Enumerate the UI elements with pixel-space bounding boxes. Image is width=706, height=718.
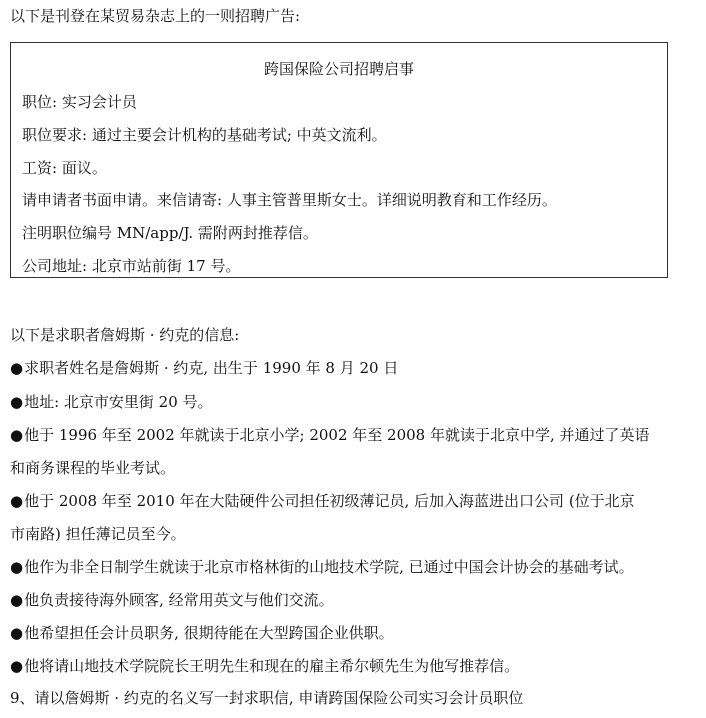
applicant-item-goal: ● 他希望担任会计员职务, 很期待能在大型跨国企业供职。 (10, 623, 394, 643)
applicant-intro: 以下是求职者詹姆斯 · 约克的信息: (10, 326, 240, 344)
ad-line-salary: 工资: 面议。 (22, 159, 107, 177)
applicant-item-references: ● 他将请山地技术学院院长王明先生和现在的雇主希尔顿先生为他写推荐信。 (10, 656, 519, 676)
applicant-item-education-cont: 和商务课程的毕业考试。 (10, 459, 176, 477)
ad-line-address: 公司地址: 北京市站前街 17 号。 (22, 257, 241, 275)
applicant-item-work-cont: 市南路) 担任薄记员至今。 (10, 525, 186, 543)
ad-line-reference: 注明职位编号 MN/app/J. 需附两封推荐信。 (22, 224, 318, 242)
ad-line-requirements: 职位要求: 通过主要会计机构的基础考试; 中英文流利。 (22, 126, 387, 144)
applicant-item-customers: ● 他负责接待海外顾客, 经常用英文与他们交流。 (10, 590, 334, 610)
job-advertisement-box (10, 42, 668, 278)
applicant-item-education: ● 他于 1996 年至 2002 年就读于北京小学; 2002 年至 2008 年就读于北京中学, 并通过了英语 (10, 425, 650, 445)
ad-line-position: 职位: 实习会计员 (22, 93, 137, 111)
applicant-item-name: ● 求职者姓名是詹姆斯 · 约克, 出生于 1990 年 8 月 20 日 (10, 358, 398, 378)
ad-line-apply: 请申请者书面申请。来信请寄: 人事主管普里斯女士。详细说明教育和工作经历。 (22, 191, 557, 209)
applicant-item-work: ● 他于 2008 年至 2010 年在大陆硬件公司担任初级薄记员, 后加入海蓝进出口公司 (位于北京 (10, 491, 635, 511)
intro-text: 以下是刊登在某贸易杂志上的一则招聘广告: (10, 7, 301, 25)
question-prompt: 9、请以詹姆斯 · 约克的名义写一封求职信, 申请跨国保险公司实习会计员职位 (10, 689, 524, 707)
ad-title: 跨国保险公司招聘启事 (263, 60, 414, 78)
applicant-item-address: ● 地址: 北京市安里街 20 号。 (10, 392, 213, 412)
applicant-item-study: ● 他作为非全日制学生就读于北京市格林街的山地技术学院, 已通过中国会计协会的基础考试。 (10, 557, 634, 577)
